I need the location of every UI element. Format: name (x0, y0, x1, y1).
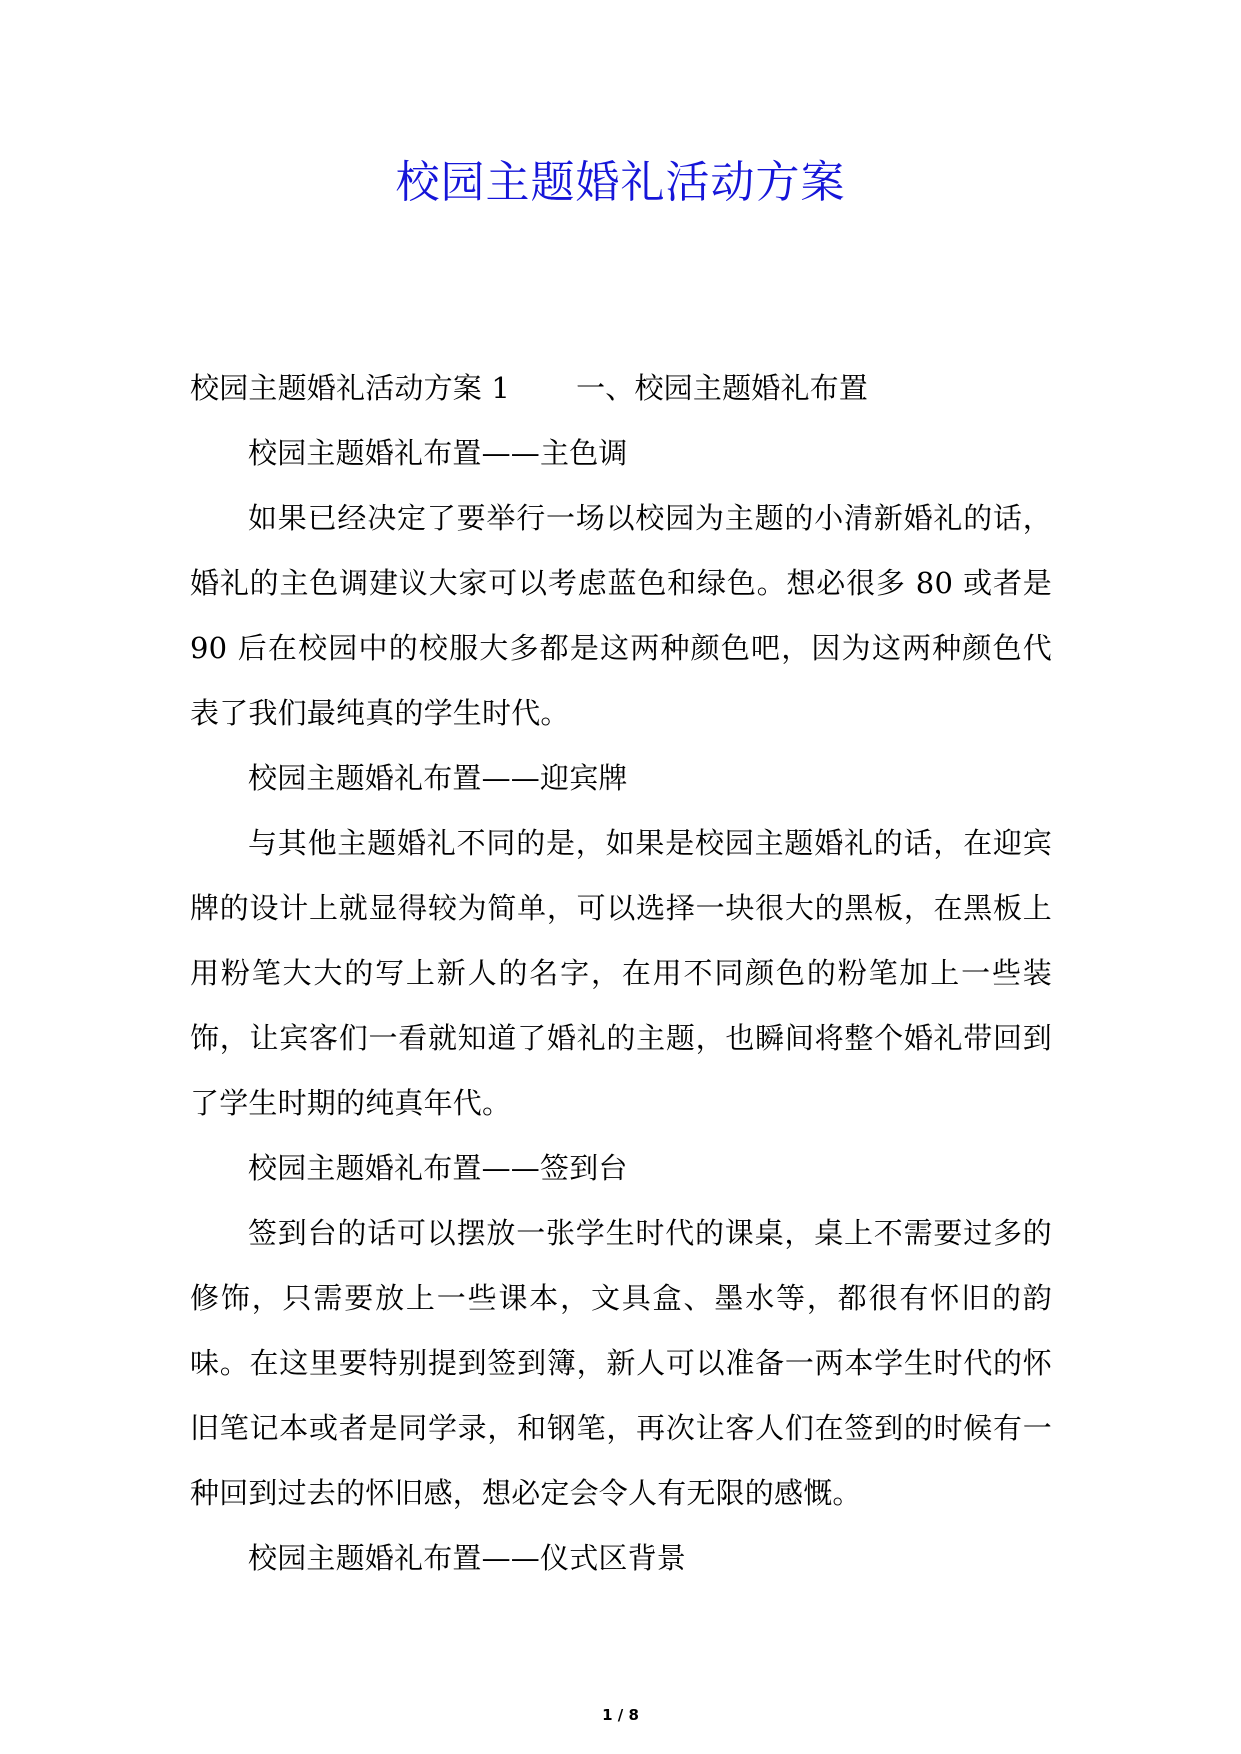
intro-line (190, 356, 1052, 421)
section-heading: 校园主题婚礼布置——迎宾牌 (248, 761, 628, 795)
section-paragraph: 如果已经决定了要举行一场以校园为主题的小清新婚礼的话，婚礼的主色调建议大家可以考虑蓝色和绿色。想必很多 80 或者是 90 后在校园中的校服大多都是这两种颜色吧，因为这两种颜色代表了我们最纯真的学生时代。 (190, 501, 1052, 730)
section-paragraph: 与其他主题婚礼不同的是，如果是校园主题婚礼的话，在迎宾牌的设计上就显得较为简单，可以选择一块很大的黑板，在黑板上用粉笔大大的写上新人的名字，在用不同颜色的粉笔加上一些装饰，让宾客们一看就知道了婚礼的主题，也瞬间将整个婚礼带回到了学生时期的纯真年代。 (190, 826, 1052, 1120)
intro-left-text: 校园主题婚礼活动方案 1 (190, 371, 511, 405)
section-paragraph: 签到台的话可以摆放一张学生时代的课桌，桌上不需要过多的修饰，只需要放上一些课本，文具盒、墨水等，都很有怀旧的韵味。在这里要特别提到签到簿，新人可以准备一两本学生时代的怀旧笔记本或者是同学录，和钢笔，再次让客人们在签到的时候有一种回到过去的怀旧感，想必定会令人有无限的感慨。 (190, 1216, 1052, 1510)
document-title: 校园主题婚礼活动方案 (395, 157, 846, 208)
section-heading: 校园主题婚礼布置——仪式区背景 (248, 1541, 687, 1575)
section-heading: 校园主题婚礼布置——主色调 (248, 436, 628, 470)
section-heading: 校园主题婚礼布置——签到台 (248, 1151, 628, 1185)
document-body (190, 356, 1052, 1591)
page-number: 1 / 8 (602, 1706, 639, 1724)
intro-right-text: 一、校园主题婚礼布置 (576, 371, 869, 405)
